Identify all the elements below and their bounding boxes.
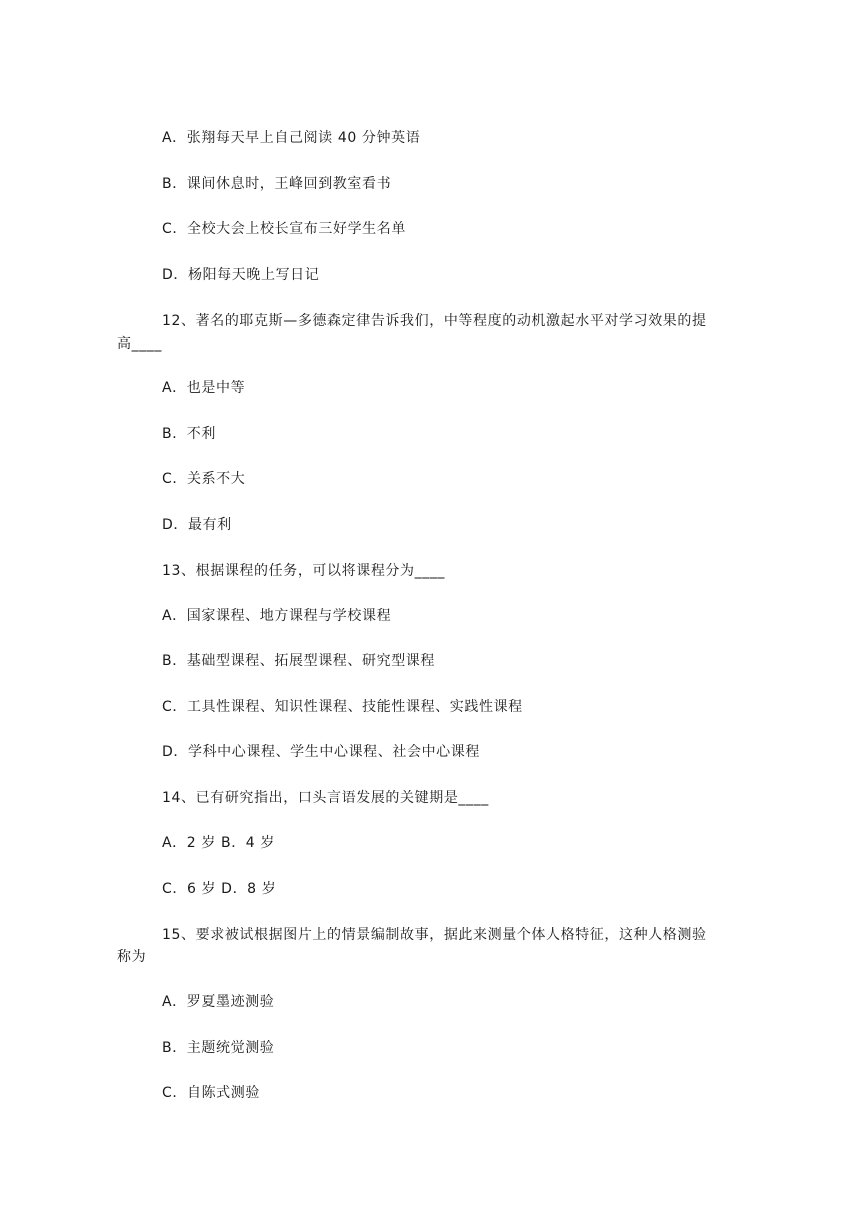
q12-stem-line2: 高____ — [117, 336, 162, 352]
q15-option-c: C．自陈式测验 — [162, 1085, 260, 1101]
q13-option-d: D．学科中心课程、学生中心课程、社会中心课程 — [162, 744, 480, 760]
q12-stem-line1: 12、著名的耶克斯—多德森定律告诉我们，中等程度的动机激起水平对学习效果的提 — [162, 313, 707, 329]
q15-stem-line2: 称为 — [117, 949, 147, 965]
q13-option-b: B．基础型课程、拓展型课程、研究型课程 — [162, 653, 436, 669]
q14-stem: 14、已有研究指出，口头言语发展的关键期是____ — [162, 790, 489, 806]
q11-option-b: B．课间休息时，王峰回到教室看书 — [162, 176, 392, 192]
q11-option-a: A．张翔每天早上自己阅读 40 分钟英语 — [162, 130, 421, 146]
q14-options-cd: C．6 岁 D．8 岁 — [162, 881, 277, 897]
q12-option-d: D．最有利 — [162, 517, 232, 533]
q14-options-ab: A．2 岁 B．4 岁 — [162, 835, 275, 851]
q12-option-a: A．也是中等 — [162, 380, 246, 396]
q12-option-b: B．不利 — [162, 426, 217, 442]
q13-stem: 13、根据课程的任务，可以将课程分为____ — [162, 563, 446, 579]
q15-option-a: A．罗夏墨迹测验 — [162, 994, 275, 1010]
q15-stem-line1: 15、要求被试根据图片上的情景编制故事，据此来测量个体人格特征，这种人格测验 — [162, 927, 707, 943]
q11-option-d: D．杨阳每天晚上写日记 — [162, 267, 320, 283]
q13-option-a: A．国家课程、地方课程与学校课程 — [162, 608, 392, 624]
q15-option-b: B．主题统觉测验 — [162, 1040, 275, 1056]
q11-option-c: C．全校大会上校长宣布三好学生名单 — [162, 221, 406, 237]
q12-option-c: C．关系不大 — [162, 471, 246, 487]
q13-option-c: C．工具性课程、知识性课程、技能性课程、实践性课程 — [162, 699, 523, 715]
